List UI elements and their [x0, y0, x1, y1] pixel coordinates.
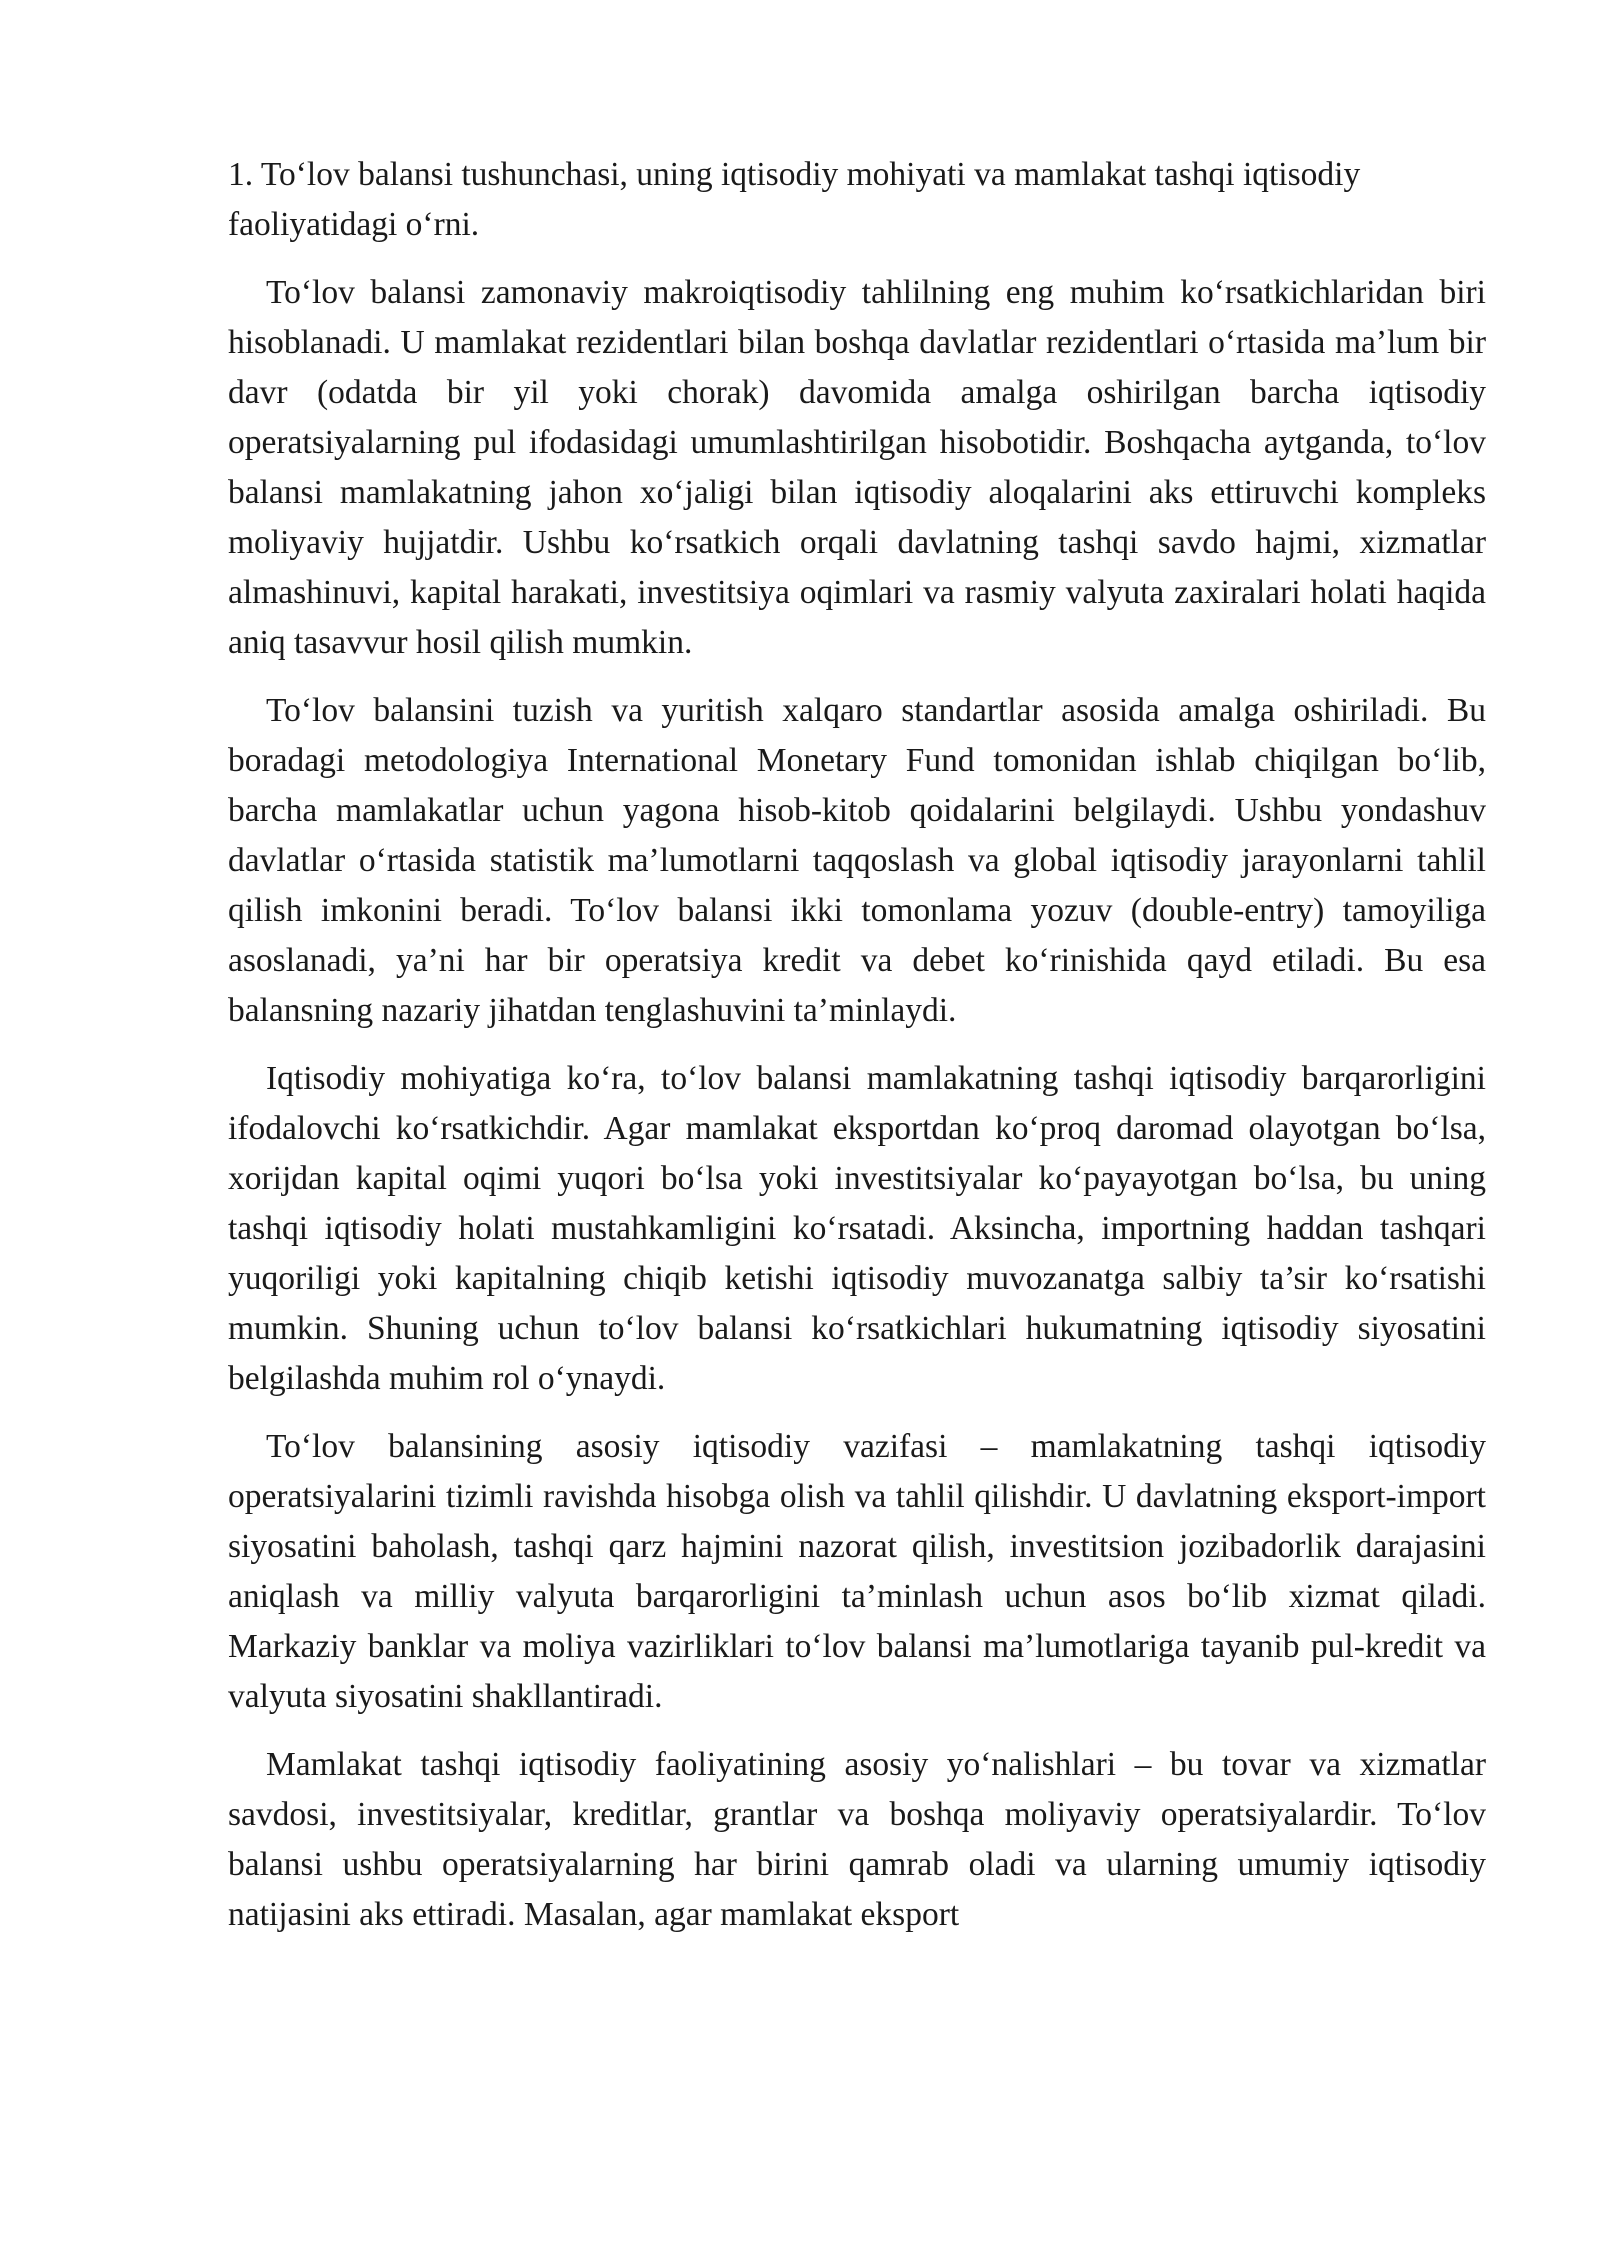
paragraph-3: Iqtisodiy mohiyatiga ko‘ra, to‘lov balansi mamlakatning tashqi iqtisodiy barqarorligini ifodalovchi ko‘rsatkichdir. Agar mamlakat eksportdan ko‘proq daromad olayotgan bo‘lsa, xorijdan kapital oqimi yuqori bo‘lsa yoki investitsiyalar ko‘payayotgan bo‘lsa, bu uning tashqi iqtisodiy holati mustahkamligini ko‘rsatadi. Aksincha, importning haddan tashqari yuqoriligi yoki kapitalning chiqib ketishi iqtisodiy muvozanatga salbiy ta’sir ko‘rsatishi mumkin. Shuning uchun to‘lov balansi ko‘rsatkichlari hukumatning iqtisodiy siyosatini belgilashda muhim rol o‘ynaydi.: [228, 1060, 1486, 1397]
section-heading: 1. To‘lov balansi tushunchasi, uning iqtisodiy mohiyati va mamlakat tashqi iqtisodiy faoliyatidagi o‘rni.: [228, 156, 1361, 243]
paragraph-5: Mamlakat tashqi iqtisodiy faoliyatining asosiy yo‘nalishlari – bu tovar va xizmatlar savdosi, investitsiyalar, kreditlar, grantlar va boshqa moliyaviy operatsiyalardir. To‘lov balansi ushbu operatsiyalarning har birini qamrab oladi va ularning umumiy iqtisodiy natijasini aks ettiradi. Masalan, agar mamlakat eksport: [228, 1746, 1486, 1933]
paragraph-2: To‘lov balansini tuzish va yuritish xalqaro standartlar asosida amalga oshiriladi. Bu boradagi metodologiya International Monetary Fund tomonidan ishlab chiqilgan bo‘lib, barcha mamlakatlar uchun yagona hisob-kitob qoidalarini belgilaydi. Ushbu yondashuv davlatlar o‘rtasida statistik ma’lumotlarni taqqoslash va global iqtisodiy jarayonlarni tahlil qilish imkonini beradi. To‘lov balansi ikki tomonlama yozuv (double-entry) tamoyiliga asoslanadi, ya’ni har bir operatsiya kredit va debet ko‘rinishida qayd etiladi. Bu esa balansning nazariy jihatdan tenglashuvini ta’minlaydi.: [228, 692, 1486, 1029]
paragraph-4: To‘lov balansining asosiy iqtisodiy vazifasi – mamlakatning tashqi iqtisodiy operatsiyalarini tizimli ravishda hisobga olish va tahlil qilishdir. U davlatning eksport-import siyosatini baholash, tashqi qarz hajmini nazorat qilish, investitsion jozibadorlik darajasini aniqlash va milliy valyuta barqarorligini ta’minlash uchun asos bo‘lib xizmat qiladi. Markaziy banklar va moliya vazirliklari to‘lov balansi ma’lumotlariga tayanib pul-kredit va valyuta siyosatini shakllantiradi.: [228, 1428, 1486, 1715]
document-page: [228, 150, 1486, 1958]
paragraph-1: To‘lov balansi zamonaviy makroiqtisodiy tahlilning eng muhim ko‘rsatkichlaridan biri hisoblanadi. U mamlakat rezidentlari bilan boshqa davlatlar rezidentlari o‘rtasida ma’lum bir davr (odatda bir yil yoki chorak) davomida amalga oshirilgan barcha iqtisodiy operatsiyalarning pul ifodasidagi umumlashtirilgan hisobotidir. Boshqacha aytganda, to‘lov balansi mamlakatning jahon xo‘jaligi bilan iqtisodiy aloqalarini aks ettiruvchi kompleks moliyaviy hujjatdir. Ushbu ko‘rsatkich orqali davlatning tashqi savdo hajmi, xizmatlar almashinuvi, kapital harakati, investitsiya oqimlari va rasmiy valyuta zaxiralari holati haqida aniq tasavvur hosil qilish mumkin.: [228, 274, 1486, 661]
